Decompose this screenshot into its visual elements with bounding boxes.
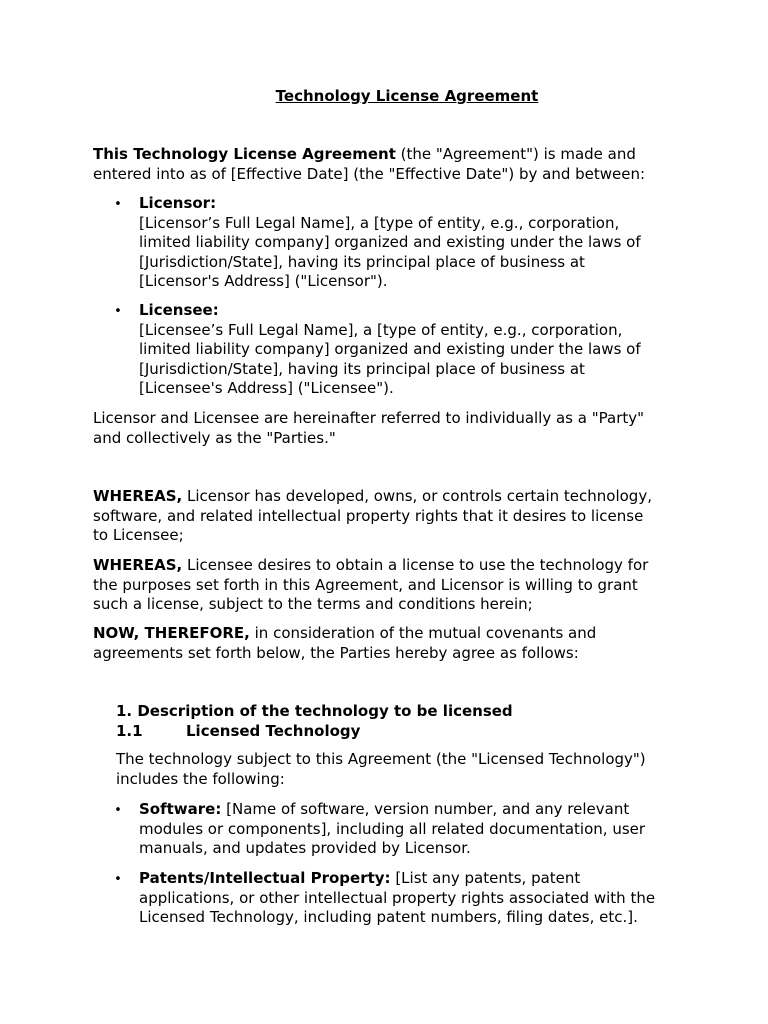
recital-now-therefore [93, 624, 596, 663]
recital-lead: NOW, THEREFORE, [93, 624, 250, 642]
party-line: [Licensor's Address] ("Licensor"). [139, 272, 388, 291]
party-label: Licensee: [139, 301, 219, 319]
subsection-title: Licensed Technology [186, 721, 361, 740]
item-label: Software: [139, 800, 222, 818]
party-licensee [139, 301, 641, 399]
subsection-number: 1.1 [116, 721, 143, 740]
intro-line: The technology subject to this Agreement (the "Licensed Technology") [116, 750, 646, 768]
section-1-heading: 1. Description of the technology to be licensed [116, 702, 513, 720]
party-line: [Licensor’s Full Legal Name], a [type of entity, e.g., corporation, [139, 213, 620, 232]
intro-paragraph [93, 145, 645, 184]
bullet-marker [114, 194, 122, 215]
item-line: manuals, and updates provided by Licensor. [139, 839, 471, 858]
recital-line1-rest: Licensor has developed, owns, or controls certain technology, [182, 487, 652, 505]
recital-line1-rest: in consideration of the mutual covenants and [249, 624, 597, 642]
recital-lead: WHEREAS, [93, 556, 183, 574]
party-line: [Licensee’s Full Legal Name], a [type of entity, e.g., corporation, [139, 320, 623, 339]
party-line: limited liability company] organized and existing under the laws of [139, 340, 641, 359]
recital-whereas-1 [93, 487, 652, 546]
recital-whereas-2 [93, 556, 648, 615]
note-line: and collectively as the "Parties." [93, 428, 336, 447]
party-label: Licensor: [139, 194, 217, 212]
document-title: Technology License Agreement [275, 87, 539, 105]
party-line: [Licensee's Address] ("Licensee"). [139, 379, 394, 398]
recital-line: such a license, subject to the terms and conditions herein; [93, 595, 533, 614]
party-line: [Jurisdiction/State], having its principal place of business at [139, 359, 585, 378]
bullet-marker [114, 869, 122, 890]
recital-line: the purposes set forth in this Agreement, and Licensor is willing to grant [93, 575, 638, 594]
item-label: Patents/Intellectual Property: [139, 869, 391, 887]
bullet-marker [114, 301, 122, 322]
party-licensor [139, 194, 641, 292]
recital-line: agreements set forth below, the Parties hereby agree as follows: [93, 643, 579, 662]
section-1-intro [116, 750, 646, 789]
licensed-item-software [139, 800, 645, 859]
item-line1-rest: [List any patents, patent [390, 869, 581, 887]
parties-note [93, 409, 644, 448]
party-line: limited liability company] organized and existing under the laws of [139, 233, 641, 252]
intro-line2: entered into as of [Effective Date] (the "Effective Date") by and between: [93, 164, 646, 183]
party-line: [Jurisdiction/State], having its principal place of business at [139, 252, 585, 271]
intro-line: includes the following: [116, 769, 285, 788]
item-line: modules or components], including all related documentation, user [139, 819, 646, 838]
recital-line: software, and related intellectual property rights that it desires to license [93, 506, 644, 525]
recital-line1-rest: Licensee desires to obtain a license to use the technology for [182, 556, 649, 574]
recital-line: to Licensee; [93, 526, 184, 545]
licensed-item-patents [139, 869, 655, 928]
recital-lead: WHEREAS, [93, 487, 183, 505]
item-line: Licensed Technology, including patent numbers, filing dates, etc.]. [139, 908, 638, 927]
bullet-marker [114, 800, 122, 821]
section-heading [116, 702, 513, 741]
item-line1-rest: [Name of software, version number, and any relevant [221, 800, 630, 818]
item-line: applications, or other intellectual property rights associated with the [139, 888, 656, 907]
intro-lead: This Technology License Agreement [93, 145, 396, 163]
intro-line1-rest: (the "Agreement") is made and [395, 145, 636, 163]
note-line: Licensor and Licensee are hereinafter referred to individually as a "Party" [93, 409, 645, 427]
